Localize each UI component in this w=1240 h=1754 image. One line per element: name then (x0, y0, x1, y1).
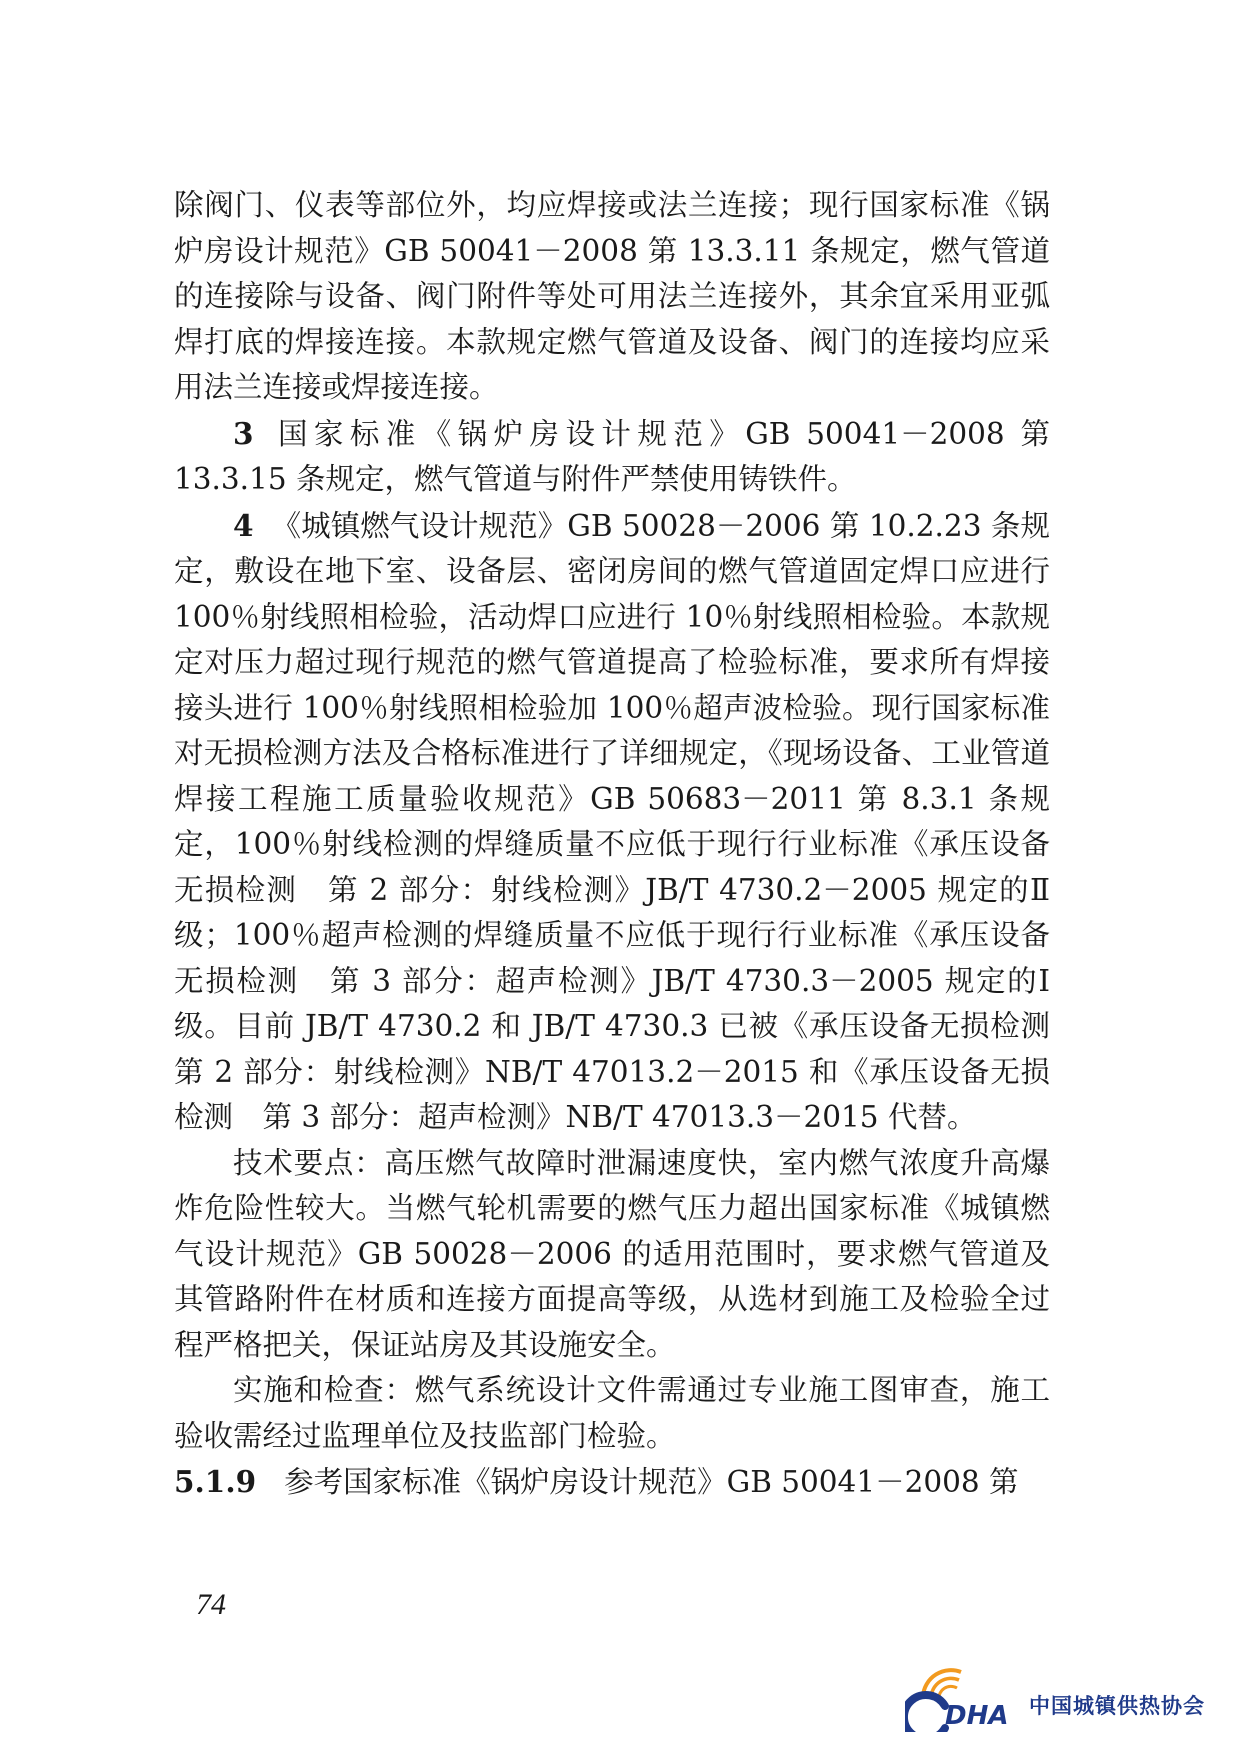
paragraph-text: 技术要点：高压燃气故障时泄漏速度快，室内燃气浓度升高爆炸危险性较大。当燃气轮机需要的燃气压力超出国家标准《城镇燃气设计规范》GB 50028－2006 的适用范围时，要求燃气管道及其管路附件在材质和连接方面提高等级，从选材到施工及检验全过程严格把关，保证站房及其设施安全。 (174, 1145, 1050, 1362)
cdha-logo-icon (905, 1652, 1025, 1732)
paragraph-item-4 (174, 503, 1080, 1141)
paragraph-item-3 (174, 411, 1050, 503)
paragraph-implementation (174, 1368, 1050, 1459)
paragraph-text: 国家标准《锅炉房设计规范》GB 50041－2008 第 13.3.15 条规定，燃气管道与附件严禁使用铸铁件。 (174, 416, 1050, 496)
section-number: 5.1.9 (174, 1464, 257, 1499)
body-text (174, 183, 1080, 1506)
paragraph-text: 实施和检查：燃气系统设计文件需通过专业施工图审查，施工验收需经过监理单位及技监部门检验。 (174, 1373, 1050, 1453)
association-name: 中国城镇供热协会 (1029, 1694, 1205, 1718)
item-number: 3 (233, 415, 254, 451)
paragraph-section-5-1-9 (174, 1459, 1050, 1506)
logo-mark-text: DHA (945, 1701, 1009, 1731)
item-number: 4 (233, 507, 254, 543)
paragraph-text: 参考国家标准《锅炉房设计规范》GB 50041－2008 第 (284, 1465, 1019, 1499)
paragraph-text: 除阀门、仪表等部位外，均应焊接或法兰连接；现行国家标准《锅炉房设计规范》GB 50041－2008 第 13.3.11 条规定，燃气管道的连接除与设备、阀门附件等处可用法兰连接外，其余宜采用亚弧焊打底的焊接连接。本款规定燃气管道及设备、阀门的连接均应采用法兰连接或焊接连接。 (174, 188, 1050, 404)
page-number: 74 (196, 1588, 226, 1621)
association-logo (905, 1652, 1225, 1732)
paragraph-continuation (174, 183, 1050, 411)
paragraph-technical-points (174, 1141, 1050, 1369)
paragraph-text: 《城镇燃气设计规范》GB 50028－2006 第 10.2.23 条规定，敷设在地下室、设备层、密闭房间的燃气管道固定焊口应进行 100％射线照相检验，活动焊口应进行 10％射线照相检验。本款规定对压力超过现行规范的燃气管道提高了检验标准，要求所有焊接接头进行 100％射线照相检验加 100％超声波检验。现行国家标准对无损检测方法及合格标准进行了详细规定，《现场设备、工业管道焊接工程施工质量验收规范》GB 50683－2011 第 8.3.1 条规定，100％射线检测的焊缝质量不应低于现行行业标准《承压设备无损检测 第 2 部分：射线检测》JB/T 4730.2－2005 规定的Ⅱ级；100％超声检测的焊缝质量不应低于现行行业标准《承压设备无损检测 第 3 部分：超声检测》JB/T 4730.3－2005 规定的Ⅰ级。目前 JB/T 4730.2 和 JB/T 4730.3 已被《承压设备无损检测 第 2 部分：射线检测》NB/T 47013.2－2015 和《承压设备无损检测 第 3 部分：超声检测》NB/T 47013.3－2015 代替。 (174, 508, 1080, 1134)
